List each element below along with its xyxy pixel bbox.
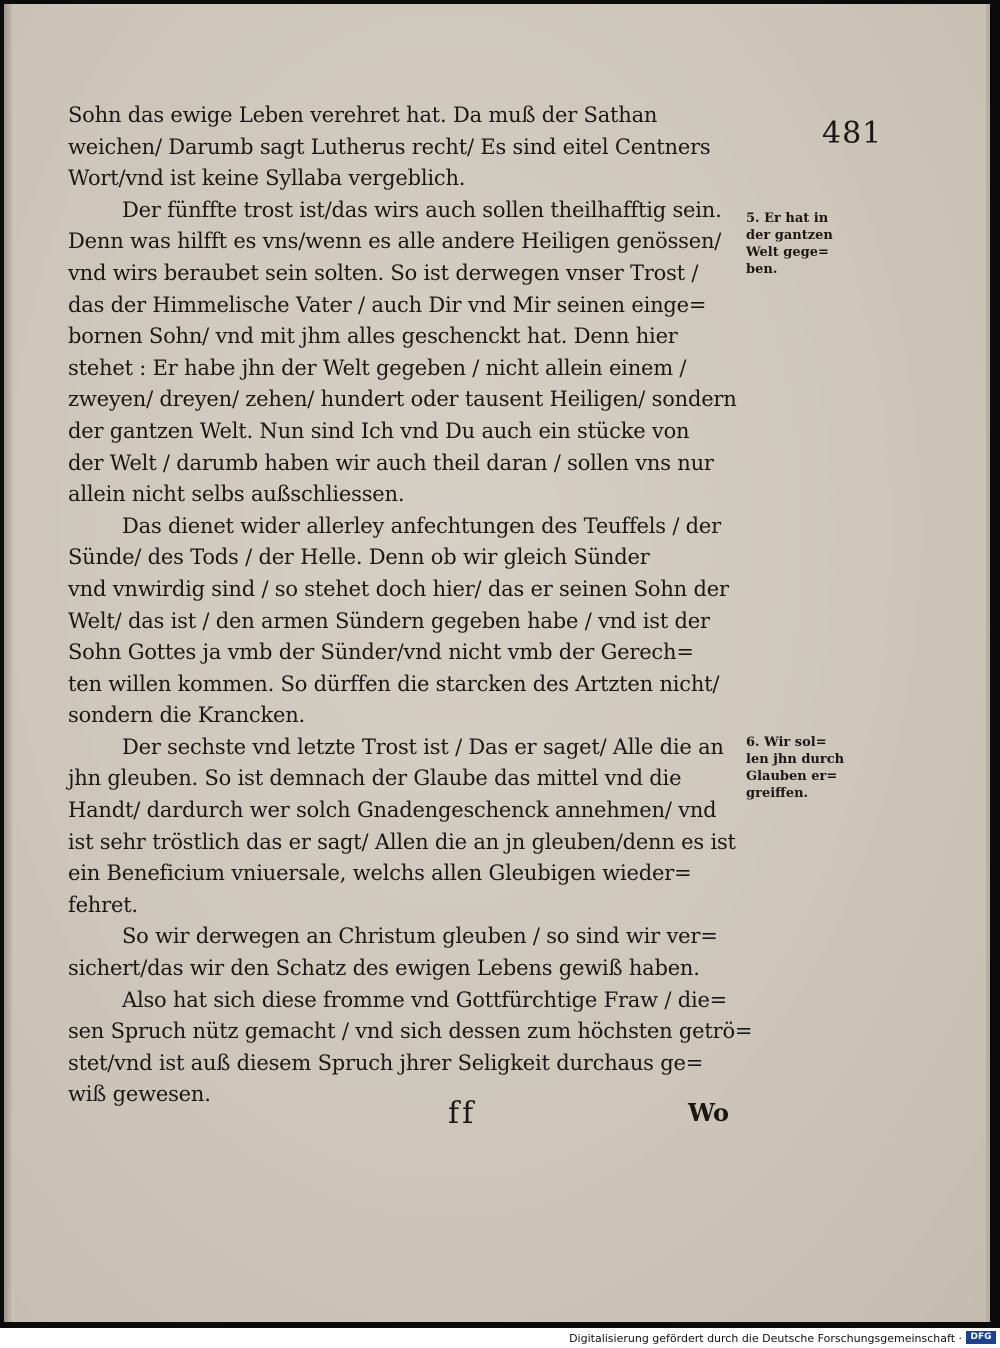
text-line: stet/vnd ist auß diesem Spruch jhrer Seligkeit durchaus ge= — [68, 1050, 704, 1075]
page-gutter — [4, 4, 14, 1322]
text-line: sen Spruch nütz gemacht / vnd sich dessen zum höchsten getrö= — [68, 1019, 753, 1044]
text-line: Handt/ dardurch wer solch Gnadengeschenck annehmen/ vnd — [68, 798, 717, 823]
text-line: fehret. — [68, 892, 138, 917]
body-text — [68, 100, 753, 1111]
dfg-logo-icon: DFG — [966, 1331, 996, 1344]
text-line: ein Beneficium vniuersale, welchs allen Gleubigen wieder= — [68, 861, 692, 886]
text-line: der gantzen Welt. Nun sind Ich vnd Du auch ein stücke von — [68, 418, 690, 443]
marginal-note — [746, 734, 876, 802]
marginal-note-line: Welt gege= — [746, 245, 829, 260]
paragraph-start-line: So wir derwegen an Christum gleuben / so sind wir ver= — [122, 924, 718, 949]
paragraph-start-line: Der fünffte trost ist/das wirs auch sollen theilhafftig sein. — [122, 197, 722, 222]
text-line: sondern die Krancken. — [68, 703, 306, 728]
funding-notice: Digitalisierung gefördert durch die Deutsche Forschungsgemeinschaft · — [569, 1332, 962, 1345]
text-line: sichert/das wir den Schatz des ewigen Lebens gewiß haben. — [68, 956, 700, 981]
marginal-note-line: 5. Er hat in — [746, 211, 829, 226]
catchword: Wo — [688, 1098, 730, 1127]
paragraph-start-line: Der sechste vnd letzte Trost ist / Das er saget/ Alle die an — [122, 734, 724, 759]
text-line: Welt/ das ist / den armen Sündern gegeben habe / vnd ist der — [68, 608, 710, 633]
paragraph-start-line: Also hat sich diese fromme vnd Gottfürchtige Fraw / die= — [122, 987, 728, 1012]
marginal-note-line: der gantzen — [746, 228, 833, 243]
text-line: weichen/ Darumb sagt Lutherus recht/ Es sind eitel Centners — [68, 134, 711, 159]
text-line: bornen Sohn/ vnd mit jhm alles geschenckt hat. Denn hier — [68, 324, 678, 349]
text-line: Wort/vnd ist keine Syllaba vergeblich. — [68, 166, 466, 191]
text-line: vnd vnwirdig sind / so stehet doch hier/ das er seinen Sohn der — [68, 576, 729, 601]
signature-mark: ff — [448, 1096, 477, 1131]
marginal-note-line: len jhn durch — [746, 752, 845, 767]
text-line: das der Himmelische Vater / auch Dir vnd Mir seinen einge= — [68, 292, 707, 317]
text-line: zweyen/ dreyen/ zehen/ hundert oder tausent Heiligen/ sondern — [68, 387, 737, 412]
text-line: Denn was hilfft es vns/wenn es alle andere Heiligen genössen/ — [68, 229, 722, 254]
text-line: Sohn Gottes ja vmb der Sünder/vnd nicht vmb der Gerech= — [68, 640, 694, 665]
book-page — [4, 4, 990, 1322]
text-line: ist sehr tröstlich das er sagt/ Allen die an jn gleuben/denn es ist — [68, 829, 736, 854]
marginal-note-line: Glauben er= — [746, 769, 838, 784]
marginal-note-line: ben. — [746, 262, 778, 277]
digitization-footer — [0, 1328, 1000, 1348]
text-line: stehet : Er habe jhn der Welt gegeben / nicht allein einem / — [68, 355, 687, 380]
text-line: Sünde/ des Tods / der Helle. Denn ob wir gleich Sünder — [68, 545, 650, 570]
page-edge — [986, 4, 990, 1322]
text-line: vnd wirs beraubet sein solten. So ist derwegen vnser Trost / — [68, 260, 699, 285]
text-line: wiß gewesen. — [68, 1082, 211, 1107]
text-line: ten willen kommen. So dürffen die starcken des Artzten nicht/ — [68, 671, 720, 696]
marginal-note-line: greiffen. — [746, 786, 809, 801]
text-line: allein nicht selbs außschliessen. — [68, 482, 405, 507]
text-line: der Welt / darumb haben wir auch theil daran / sollen vns nur — [68, 450, 714, 475]
text-line: jhn gleuben. So ist demnach der Glaube das mittel vnd die — [68, 766, 682, 791]
marginal-note-line: 6. Wir sol= — [746, 735, 827, 750]
marginal-note — [746, 210, 876, 278]
page-number: 481 — [822, 116, 883, 151]
paragraph-start-line: Das dienet wider allerley anfechtungen des Teuffels / der — [122, 513, 721, 538]
text-line: Sohn das ewige Leben verehret hat. Da muß der Sathan — [68, 103, 658, 127]
